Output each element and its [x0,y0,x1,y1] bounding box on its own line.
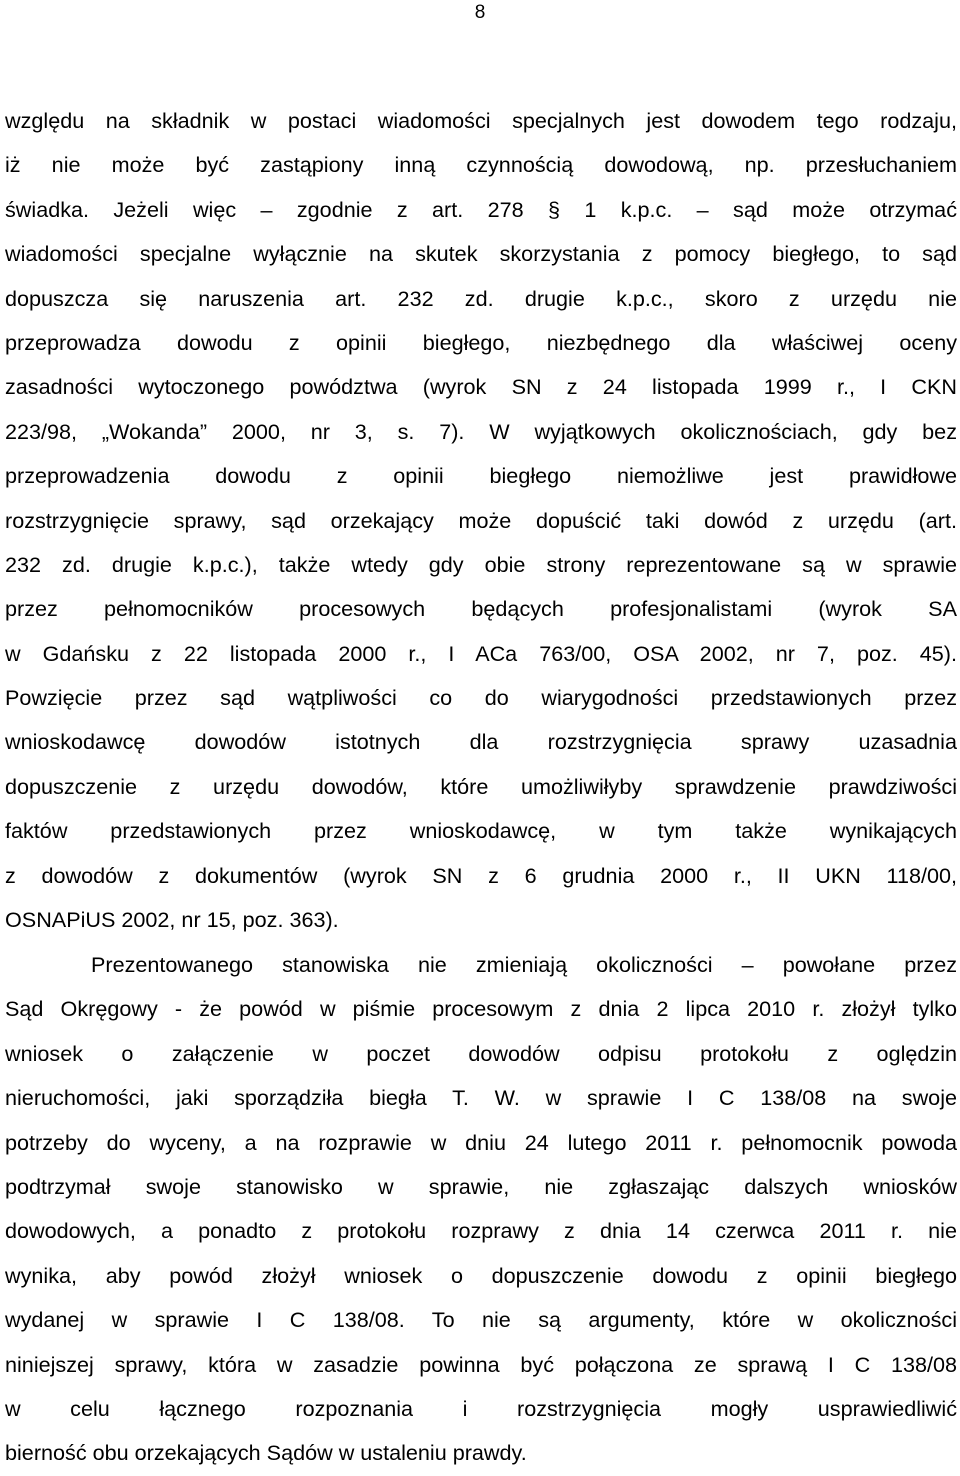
text-line: bierność obu orzekających Sądów w ustaleniu prawdy. [5,1440,527,1466]
text-line: zasadności wytoczonego powództwa (wyrok SN z 24 listopada 1999 r., I CKN [5,374,957,400]
text-line: przez pełnomocników procesowych będących profesjonalistami (wyrok SA [5,596,957,622]
text-line: nieruchomości, jaki sporządziła biegła T. W. w sprawie I C 138/08 na swoje [5,1085,957,1111]
text-line: podtrzymał swoje stanowisko w sprawie, nie zgłaszając dalszych wniosków [5,1173,957,1199]
paragraph-2 [5,943,957,1476]
text-line: 232 zd. drugie k.p.c.), także wtedy gdy obie strony reprezentowane są w sprawie [5,551,957,577]
paragraph-1 [5,99,957,942]
text-line: dopuszczenie z urzędu dowodów, które umożliwiłyby sprawdzenie prawdziwości [5,773,957,799]
text-line: świadka. Jeżeli więc – zgodnie z art. 278 § 1 k.p.c. – sąd może otrzymać [5,196,957,222]
text-line: przeprowadzenia dowodu z opinii biegłego niemożliwe jest prawidłowe [5,463,957,489]
text-line: niniejszej sprawy, która w zasadzie powinna być połączona ze sprawą I C 138/08 [5,1351,957,1377]
text-line: wiadomości specjalne wyłącznie na skutek skorzystania z pomocy biegłego, to sąd [5,241,957,267]
text-line: iż nie może być zastąpiony inną czynnością dowodową, np. przesłuchaniem [5,152,957,178]
text-line: wniosek o załączenie w poczet dowodów odpisu protokołu z oględzin [5,1040,957,1066]
text-line: 223/98, „Wokanda” 2000, nr 3, s. 7). W wyjątkowych okolicznościach, gdy bez [5,418,957,444]
text-line: w Gdańsku z 22 listopada 2000 r., I ACa 763/00, OSA 2002, nr 7, poz. 45). [5,640,957,666]
text-line: faktów przedstawionych przez wnioskodawcę, w tym także wynikających [5,818,957,844]
text-line: dopuszcza się naruszenia art. 232 zd. drugie k.p.c., skoro z urzędu nie [5,285,957,311]
text-line: rozstrzygnięcie sprawy, sąd orzekający może dopuścić taki dowód z urzędu (art. [5,507,957,533]
text-line: Sąd Okręgowy - że powód w piśmie procesowym z dnia 2 lipca 2010 r. złożył tylko [5,996,957,1022]
page-number: 8 [474,2,486,23]
text-line: OSNAPiUS 2002, nr 15, poz. 363). [5,907,339,933]
text-line: względu na składnik w postaci wiadomości specjalnych jest dowodem tego rodzaju, [5,108,957,133]
text-line: wnioskodawcę dowodów istotnych dla rozstrzygnięcia sprawy uzasadnia [5,729,957,755]
text-line: Prezentowanego stanowiska nie zmieniają okoliczności – powołane przez [91,952,957,977]
text-line: przeprowadza dowodu z opinii biegłego, niezbędnego dla właściwej oceny [5,329,957,355]
text-line: potrzeby do wyceny, a na rozprawie w dniu 24 lutego 2011 r. pełnomocnik powoda [5,1129,957,1155]
text-line: dowodowych, a ponadto z protokołu rozprawy z dnia 14 czerwca 2011 r. nie [5,1218,957,1244]
text-line: w celu łącznego rozpoznania i rozstrzygnięcia mogły usprawiedliwić [5,1395,957,1421]
text-line: z dowodów z dokumentów (wyrok SN z 6 grudnia 2000 r., II UKN 118/00, [5,862,957,888]
text-line: wydanej w sprawie I C 138/08. To nie są argumenty, które w okoliczności [5,1307,957,1333]
text-line: wynika, aby powód złożył wniosek o dopuszczenie dowodu z opinii biegłego [5,1262,957,1288]
text-line: Powzięcie przez sąd wątpliwości co do wiarygodności przedstawionych przez [5,685,957,711]
